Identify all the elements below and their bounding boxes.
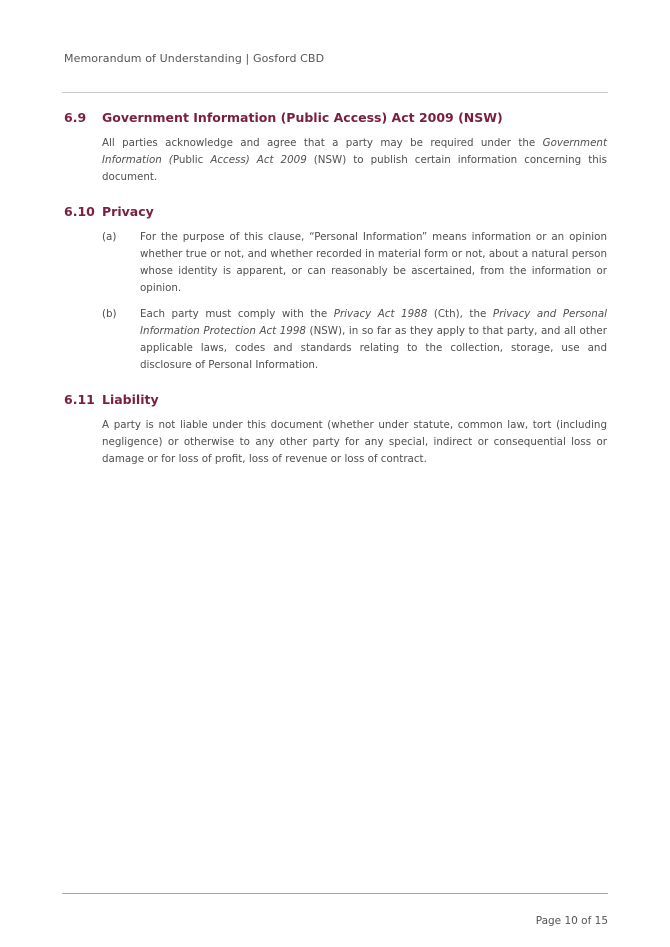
section-title: Liability: [102, 392, 159, 407]
section-heading: [64, 392, 607, 407]
footer-divider: [62, 893, 608, 894]
text-run: (NSW) to publish certain information concerning this document.: [102, 154, 607, 183]
list-item: [102, 306, 607, 374]
item-label: (b): [102, 308, 117, 320]
act-title: Access) Act 2009: [210, 154, 307, 166]
running-header: Memorandum of Understanding | Gosford CBD: [64, 52, 325, 65]
section-6-10: [64, 204, 607, 374]
section-number: 6.11: [64, 392, 95, 407]
section-heading: [64, 110, 607, 125]
document-body: [64, 110, 607, 486]
section-title: Privacy: [102, 204, 154, 219]
act-title: Privacy and Personal Information Protection Act 1998: [140, 308, 607, 337]
text-run: All parties acknowledge and agree that a party may be required under the: [102, 137, 543, 149]
section-title: Government Information (Public Access) Act 2009 (NSW): [102, 110, 503, 125]
text-run: Public: [172, 154, 211, 166]
list-item: [102, 229, 607, 297]
section-number: 6.9: [64, 110, 87, 125]
section-paragraph: A party is not liable under this document (whether under statute, common law, tort (including negligence) or otherwise to any other party for any special, indirect or consequential loss or damage or for loss of profit, loss of revenue or loss of contract.: [102, 419, 607, 465]
text-run: (NSW), in so far as they apply to that party, and all other applicable laws, codes and standards relating to the collection, storage, use and disclosure of Personal Information.: [140, 325, 607, 371]
section-6-11: [64, 392, 607, 468]
section-paragraph: [102, 135, 607, 186]
act-title: Privacy Act 1988: [333, 308, 428, 320]
section-number: 6.10: [64, 204, 95, 219]
text-run: Each party must comply with the: [140, 308, 334, 320]
header-divider: [62, 92, 608, 93]
page-number: Page 10 of 15: [535, 915, 608, 927]
section-6-9: [64, 110, 607, 186]
item-label: (a): [102, 231, 117, 243]
item-text: [140, 306, 607, 374]
section-heading: [64, 204, 607, 219]
text-run: (Cth), the: [427, 308, 493, 320]
item-text: For the purpose of this clause, “Personal Information” means information or an opinion whether true or not, and whether recorded in material form or not, about a natural person whose identity is apparent, or can reasonably be ascertained, from the information or opinion.: [140, 231, 607, 294]
act-title: Government Information (: [102, 137, 607, 166]
